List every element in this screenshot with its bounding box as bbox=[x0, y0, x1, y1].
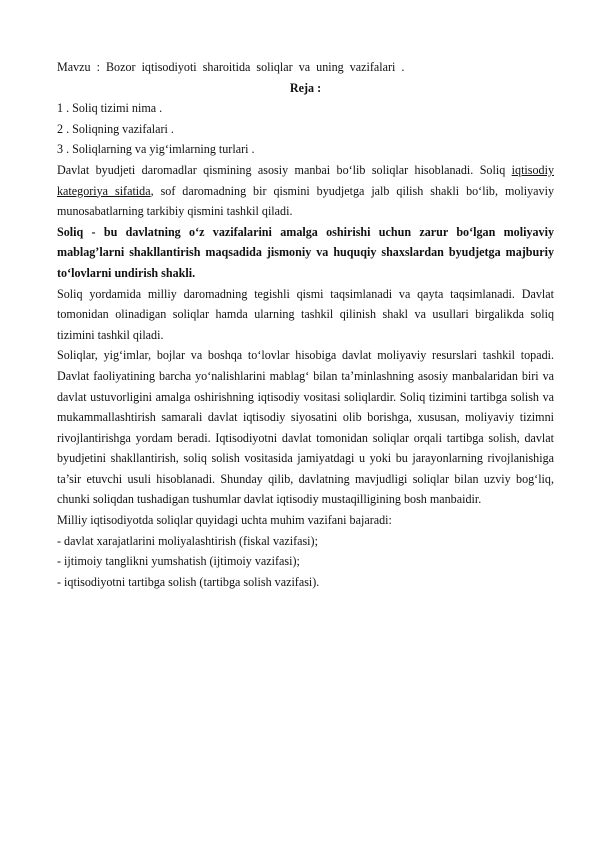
plan-item-1: 1 . Soliq tizimi nima . bbox=[57, 101, 163, 116]
plan-item-3: 3 . Soliqlarning va yig‘imlarning turlari . bbox=[57, 142, 255, 157]
paragraph-budget-start: Davlat byudjeti daromadlar qismining asosiy manbai bo‘lib soliqlar hisoblanadi. Soliq bbox=[57, 162, 512, 177]
functions-intro: Milliy iqtisodiyotda soliqlar quyidagi uchta muhim vazifani bajaradi: bbox=[57, 513, 392, 528]
topic-heading: Mavzu : Bozor iqtisodiyoti sharoitida soliqlar va uning vazifalari . bbox=[57, 60, 405, 74]
function-item-fiscal: - davlat xarajatlarini moliyalashtirish (fiskal vazifasi); bbox=[57, 533, 318, 548]
tax-definition: Soliq - bu davlatning o‘z vazifalarini amalga oshirishi uchun zarur bo‘lgan moliyaviy mablag’larni shakllantirish maqsadida jismoniy va huquqiy shaxslardan byudjetga majburiy to‘lovlarni undirish shakli. bbox=[57, 224, 554, 280]
paragraph-distribution: Soliq yordamida milliy daromadning tegishli qismi taqsimlanadi va qayta taqsimlanadi. Davlat tomonidan olinadigan soliqlar hamda ularning tashkil qilinish shakl va usullari birgalikda soliq tizimini tashkil qiladi. bbox=[57, 286, 554, 342]
economic-category-link[interactable]: iqtisodiy kategoriya sifatida bbox=[57, 162, 554, 198]
plan-title: Reja : bbox=[289, 80, 322, 95]
paragraph-resources: Soliqlar, yig‘imlar, bojlar va boshqa to‘lovlar hisobiga davlat moliyaviy resurslari tashkil topadi. Davlat faoliyatining barcha yo‘nalishlarini mablag‘ bilan ta’minlashning asosiy manbalaridan biri va davlat ustuvorligini amalga oshirishning iqtisodiy vositasi soliqlardir. Soliq tizimini tartibga solish va mukammallashtirish samarali davlat iqtisodiy siyosatini olib borishga, xususan, moliyaviy tizimni rivojlantirishga yordam beradi. Iqtisodiyotni davlat tomonidan soliqlar orqali tartibga solish, davlat byudjetini shakllantirish, soliq solish vositasida jamiyatdagi u yoki bu jarayonlarning rivojlanishiga ta’sir etuvchi usuli hisoblanadi. Shunday qilib, davlatning mavjudligi soliqlar bilan uzviy bog‘liq, chunki soliqdan tushadigan tushumlar davlat iqtisodiy mustaqilligining bosh manbaidir. bbox=[57, 348, 554, 507]
document-page bbox=[57, 57, 554, 592]
function-item-social: - ijtimoiy tanglikni yumshatish (ijtimoiy vazifasi); bbox=[57, 554, 300, 569]
plan-item-2: 2 . Soliqning vazifalari . bbox=[57, 121, 174, 136]
paragraph-budget-end: , sof daromadning bir qismini byudjetga jalb qilish shakli bo‘lib, moliyaviy munosabatlarning tarkibiy qismini tashkil qiladi. bbox=[57, 183, 554, 219]
paragraph-budget bbox=[57, 160, 554, 222]
function-item-regulatory: - iqtisodiyotni tartibga solish (tartibga solish vazifasi). bbox=[57, 574, 320, 589]
